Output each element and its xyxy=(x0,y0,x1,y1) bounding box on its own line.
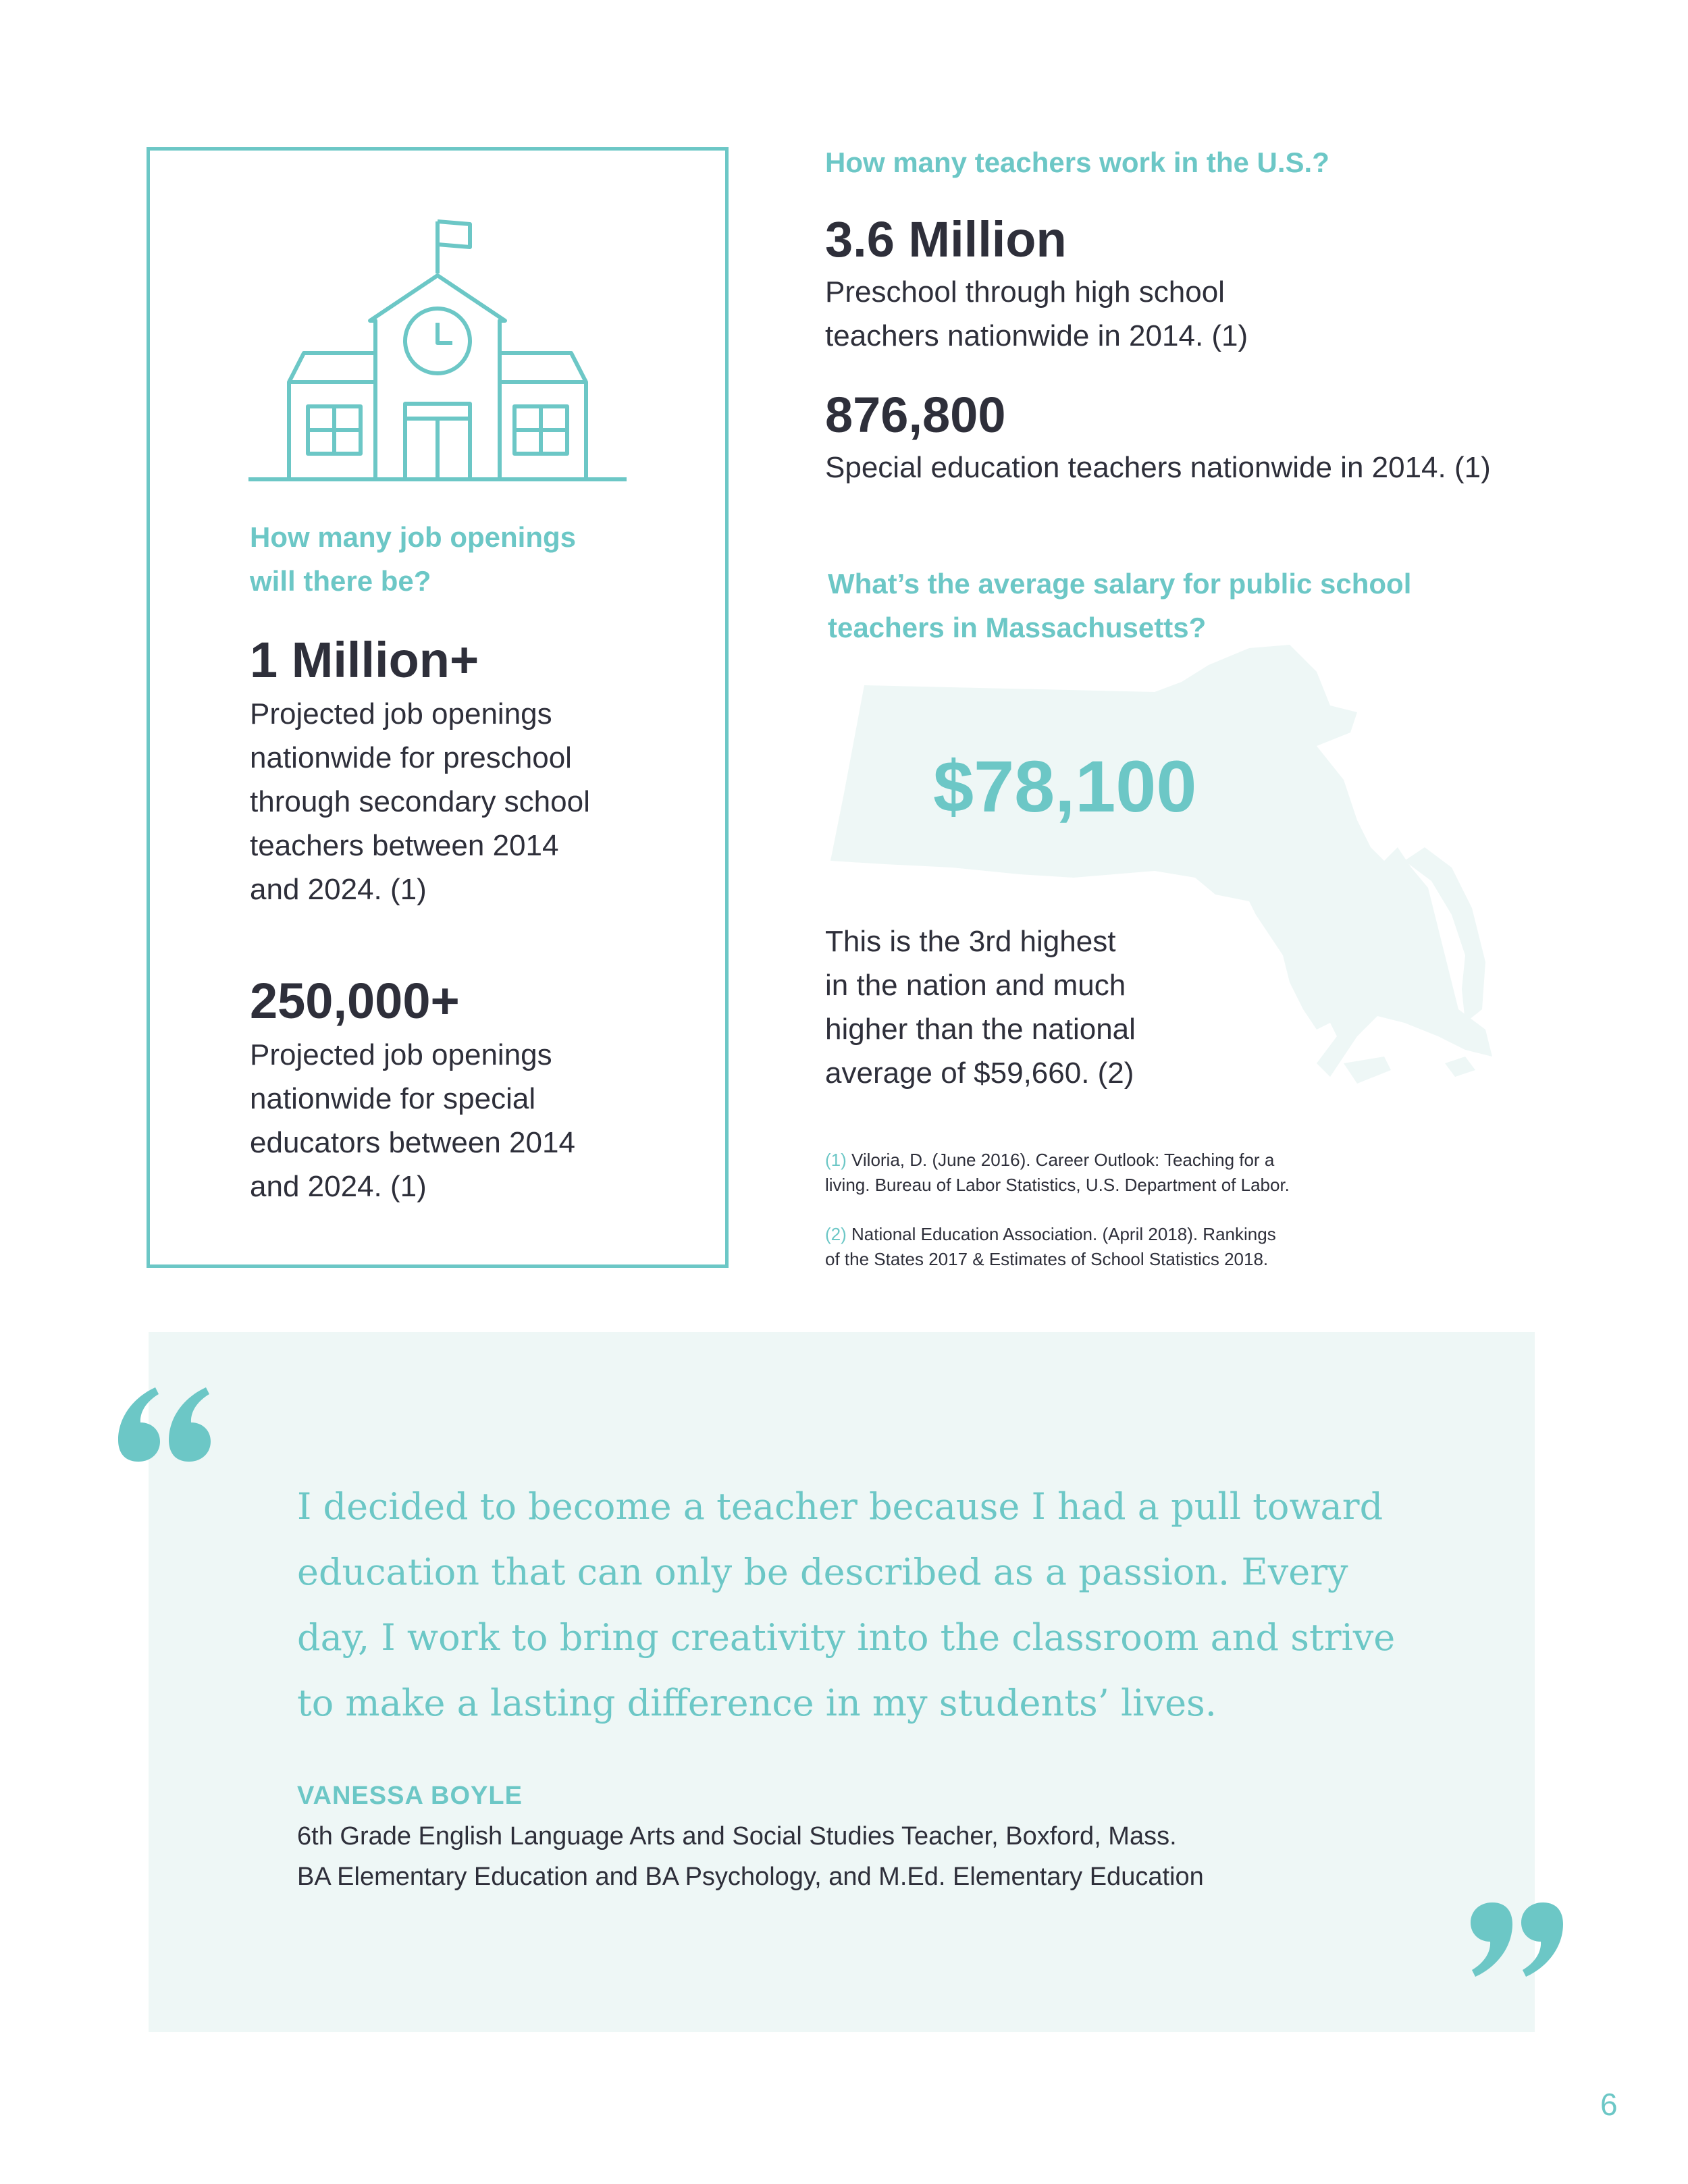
footnote-2: (2) National Education Association. (April 2018). Rankings of the States 2017 & Estimates of School Statistics 2018. xyxy=(825,1224,1276,1269)
stat-1-million-desc: Projected job openings nationwide for preschool through secondary school teachers between 2014 and 2024. (1) xyxy=(250,697,590,906)
stat-3-6-million-desc: Preschool through high school teachers nationwide in 2014. (1) xyxy=(825,275,1248,352)
salary-value: $78,100 xyxy=(933,745,1197,827)
testimonial-quote: I decided to become a teacher because I had a pull toward education that can only be described as a passion. Every day, I work to bring creativity into the classroom and strive to make a lasting difference in my students’ lives. xyxy=(297,1485,1396,1724)
stat-3-6-million: 3.6 Million xyxy=(825,211,1067,267)
stat-250000-desc: Projected job openings nationwide for special educators between 2014 and 2024. (1) xyxy=(250,1038,575,1203)
salary-note: This is the 3rd highest in the nation and much higher than the national average of $59,660. (2) xyxy=(825,925,1136,1090)
footnote-1: (1) Viloria, D. (June 2016). Career Outlook: Teaching for a living. Bureau of Labor Statistics, U.S. Department of Labor. xyxy=(825,1150,1290,1195)
open-quote-icon xyxy=(118,1387,213,1462)
stat-250000: 250,000+ xyxy=(250,973,460,1029)
testimonial-credentials: 6th Grade English Language Arts and Social Studies Teacher, Boxford, Mass. BA Elementary Education and BA Psychology, and M.Ed. Elementary Education xyxy=(297,1822,1204,1891)
job-openings-question: How many job openings will there be? xyxy=(250,521,577,597)
testimonial-author: VANESSA BOYLE xyxy=(297,1782,523,1810)
stat-1-million: 1 Million+ xyxy=(250,632,479,688)
close-quote-icon xyxy=(1471,1902,1565,1977)
teachers-question: How many teachers work in the U.S.? xyxy=(825,147,1329,178)
salary-question: What’s the average salary for public school teachers in Massachusetts? xyxy=(828,568,1412,643)
stat-876800: 876,800 xyxy=(825,387,1006,443)
schoolhouse-icon xyxy=(248,216,627,486)
page-number: 6 xyxy=(1600,2087,1618,2122)
stat-876800-desc: Special education teachers nationwide in 2014. (1) xyxy=(825,451,1491,484)
